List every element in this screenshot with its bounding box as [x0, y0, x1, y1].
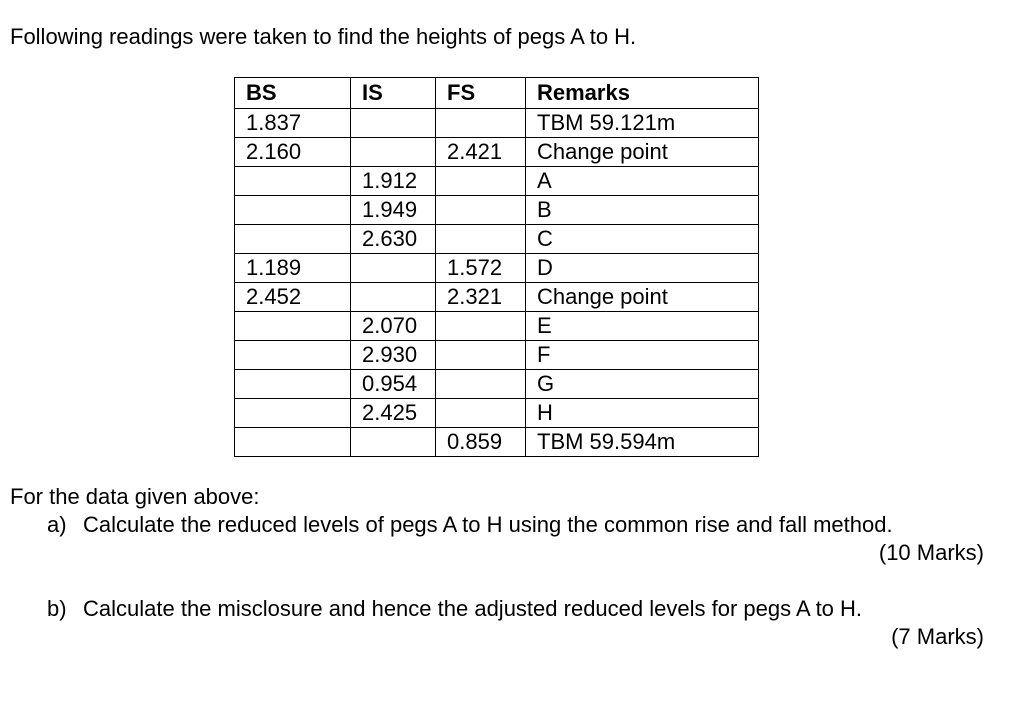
cell-bs [235, 196, 351, 225]
table-row [235, 399, 759, 428]
question-a-marks: (10 Marks) [878, 540, 984, 565]
table-row [235, 109, 759, 138]
cell-remarks: Change point [526, 138, 759, 167]
table-row [235, 196, 759, 225]
question-a-text: Calculate the reduced levels of pegs A to H using the common rise and fall method. [83, 512, 893, 537]
cell-fs: 2.421 [436, 138, 526, 167]
cell-fs [436, 109, 526, 138]
cell-fs [436, 167, 526, 196]
table-row [235, 312, 759, 341]
cell-remarks: F [526, 341, 759, 370]
cell-bs: 2.160 [235, 138, 351, 167]
cell-remarks: Change point [526, 283, 759, 312]
header-bs: BS [235, 78, 351, 109]
cell-bs [235, 312, 351, 341]
table-header-row [235, 78, 759, 109]
cell-is: 2.070 [351, 312, 436, 341]
cell-remarks: G [526, 370, 759, 399]
cell-remarks: C [526, 225, 759, 254]
cell-fs [436, 196, 526, 225]
header-remarks: Remarks [526, 78, 759, 109]
cell-is [351, 109, 436, 138]
intro-text: Following readings were taken to find the heights of pegs A to H. [10, 24, 637, 49]
cell-fs [436, 341, 526, 370]
table-row [235, 167, 759, 196]
cell-bs: 1.837 [235, 109, 351, 138]
cell-is: 2.930 [351, 341, 436, 370]
cell-bs: 2.452 [235, 283, 351, 312]
table-row [235, 225, 759, 254]
cell-fs: 0.859 [436, 428, 526, 457]
readings-table [234, 77, 759, 457]
cell-remarks: TBM 59.594m [526, 428, 759, 457]
cell-remarks: A [526, 167, 759, 196]
cell-fs [436, 225, 526, 254]
question-b-marks: (7 Marks) [891, 624, 984, 649]
cell-remarks: H [526, 399, 759, 428]
table-row [235, 341, 759, 370]
cell-bs [235, 399, 351, 428]
cell-is: 1.912 [351, 167, 436, 196]
cell-bs [235, 167, 351, 196]
cell-bs: 1.189 [235, 254, 351, 283]
cell-is [351, 428, 436, 457]
question-b-letter: b) [47, 596, 67, 621]
question-b [47, 596, 987, 622]
cell-bs [235, 341, 351, 370]
prompt-text: For the data given above: [10, 484, 260, 509]
table-row [235, 254, 759, 283]
cell-is: 2.630 [351, 225, 436, 254]
table-row [235, 428, 759, 457]
cell-fs [436, 399, 526, 428]
question-a-letter: a) [47, 512, 67, 537]
cell-is [351, 283, 436, 312]
cell-fs [436, 312, 526, 341]
cell-is: 1.949 [351, 196, 436, 225]
cell-remarks: E [526, 312, 759, 341]
cell-fs [436, 370, 526, 399]
question-b-text: Calculate the misclosure and hence the adjusted reduced levels for pegs A to H. [83, 596, 863, 621]
cell-is [351, 254, 436, 283]
header-fs: FS [436, 78, 526, 109]
cell-bs [235, 225, 351, 254]
cell-remarks: D [526, 254, 759, 283]
table-row [235, 283, 759, 312]
table-row [235, 370, 759, 399]
cell-fs: 1.572 [436, 254, 526, 283]
cell-is: 0.954 [351, 370, 436, 399]
cell-fs: 2.321 [436, 283, 526, 312]
cell-bs [235, 370, 351, 399]
cell-bs [235, 428, 351, 457]
cell-remarks: TBM 59.121m [526, 109, 759, 138]
table-row [235, 138, 759, 167]
cell-is [351, 138, 436, 167]
question-a [47, 512, 987, 538]
cell-is: 2.425 [351, 399, 436, 428]
cell-remarks: B [526, 196, 759, 225]
header-is: IS [351, 78, 436, 109]
